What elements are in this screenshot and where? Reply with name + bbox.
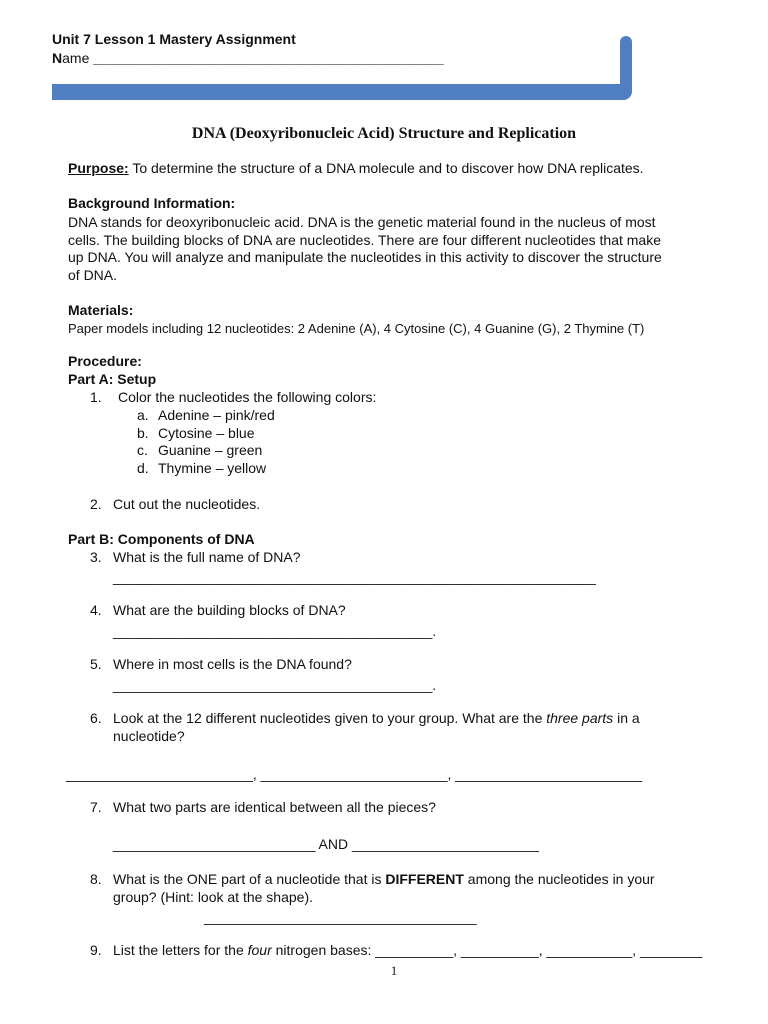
- color-item-text: Thymine – yellow: [158, 460, 267, 476]
- question-7-number: 7.: [90, 799, 102, 815]
- question-6-text-line-2: nucleotide?: [113, 728, 185, 744]
- step-2-text: Cut out the nucleotides.: [113, 496, 261, 512]
- color-item-text: Adenine – pink/red: [158, 407, 275, 423]
- color-item-letter: d.: [137, 460, 149, 476]
- question-8-bold: DIFFERENT: [385, 871, 464, 887]
- question-3-text: What is the full name of DNA?: [113, 549, 301, 565]
- background-line-3: up DNA. You will analyze and manipulate the nucleotides in this activity to discover the structure: [68, 249, 662, 265]
- question-9-text-a: List the letters for the: [113, 942, 248, 958]
- question-3-number: 3.: [90, 549, 102, 565]
- question-6-text: [113, 710, 640, 728]
- document-title: DNA (Deoxyribonucleic Acid) Structure and Replication: [191, 125, 577, 142]
- question-8-answer-blank[interactable]: ___________________________________: [204, 909, 477, 925]
- assignment-title: Unit 7 Lesson 1 Mastery Assignment: [52, 31, 296, 47]
- question-8-text-a: What is the ONE part of a nucleotide that is: [113, 871, 386, 887]
- header-decorative-bar-corner: [620, 36, 632, 100]
- color-item-text: Guanine – green: [158, 442, 263, 458]
- question-6-emphasis: three parts: [546, 710, 614, 726]
- question-3-answer-blank[interactable]: ______________________________________________________________: [113, 569, 596, 585]
- question-5-answer-blank[interactable]: _________________________________________.: [113, 677, 437, 693]
- name-label: ame: [62, 50, 90, 66]
- background-heading: Background Information:: [68, 195, 236, 211]
- name-initial: N: [52, 50, 63, 66]
- page-number: 1: [390, 963, 398, 978]
- question-9-text-b: nitrogen bases: __________, __________, ___________, ________: [271, 942, 703, 958]
- question-7-answer-blanks[interactable]: __________________________ AND ________________________: [113, 836, 539, 852]
- materials-text: Paper models including 12 nucleotides: 2 Adenine (A), 4 Cytosine (C), 4 Guanine (G), 2 Thymine (T): [68, 321, 645, 336]
- purpose-label: Purpose:: [68, 160, 129, 176]
- question-8-number: 8.: [90, 871, 102, 887]
- question-9-text[interactable]: [113, 942, 702, 960]
- color-item-letter: a.: [137, 407, 149, 423]
- question-8-text: [113, 871, 655, 889]
- question-9-number: 9.: [90, 942, 102, 958]
- name-underline: _____________________________________________: [93, 50, 444, 66]
- step-1-text: Color the nucleotides the following colors:: [118, 389, 377, 405]
- question-5-number: 5.: [90, 656, 102, 672]
- question-6-text-a: Look at the 12 different nucleotides given to your group. What are the: [113, 710, 547, 726]
- question-8-text-b: among the nucleotides in your: [463, 871, 655, 887]
- question-4-text: What are the building blocks of DNA?: [113, 602, 346, 618]
- purpose-text: To determine the structure of a DNA molecule and to discover how DNA replicates.: [128, 160, 644, 176]
- question-9-emphasis: four: [247, 942, 272, 958]
- step-1-number: 1.: [90, 389, 102, 405]
- question-6-text-b: in a: [613, 710, 640, 726]
- question-7-text: What two parts are identical between all the pieces?: [113, 799, 436, 815]
- question-4-number: 4.: [90, 602, 102, 618]
- part-a-heading: Part A: Setup: [68, 371, 157, 387]
- header-decorative-bar: [52, 84, 632, 100]
- procedure-heading: Procedure:: [68, 353, 142, 369]
- background-line-2: cells. The building blocks of DNA are nucleotides. There are four different nucleotides that make: [68, 232, 662, 248]
- purpose-section: [68, 160, 644, 178]
- color-item-letter: c.: [137, 442, 148, 458]
- color-item-letter: b.: [137, 425, 149, 441]
- background-line-4: of DNA.: [68, 267, 118, 283]
- background-line-1: DNA stands for deoxyribonucleic acid. DNA is the genetic material found in the nucleus of most: [68, 214, 656, 230]
- question-8-text-line-2: group? (Hint: look at the shape).: [113, 889, 314, 905]
- question-4-answer-blank[interactable]: _________________________________________.: [113, 623, 437, 639]
- question-5-text: Where in most cells is the DNA found?: [113, 656, 352, 672]
- step-2-number: 2.: [90, 496, 102, 512]
- color-item-text: Cytosine – blue: [158, 425, 255, 441]
- materials-heading: Materials:: [68, 302, 134, 318]
- part-b-heading: Part B: Components of DNA: [68, 531, 255, 547]
- question-6-answer-blanks[interactable]: ________________________, ________________________, ________________________: [66, 766, 643, 782]
- name-field[interactable]: [52, 50, 444, 68]
- question-6-number: 6.: [90, 710, 102, 726]
